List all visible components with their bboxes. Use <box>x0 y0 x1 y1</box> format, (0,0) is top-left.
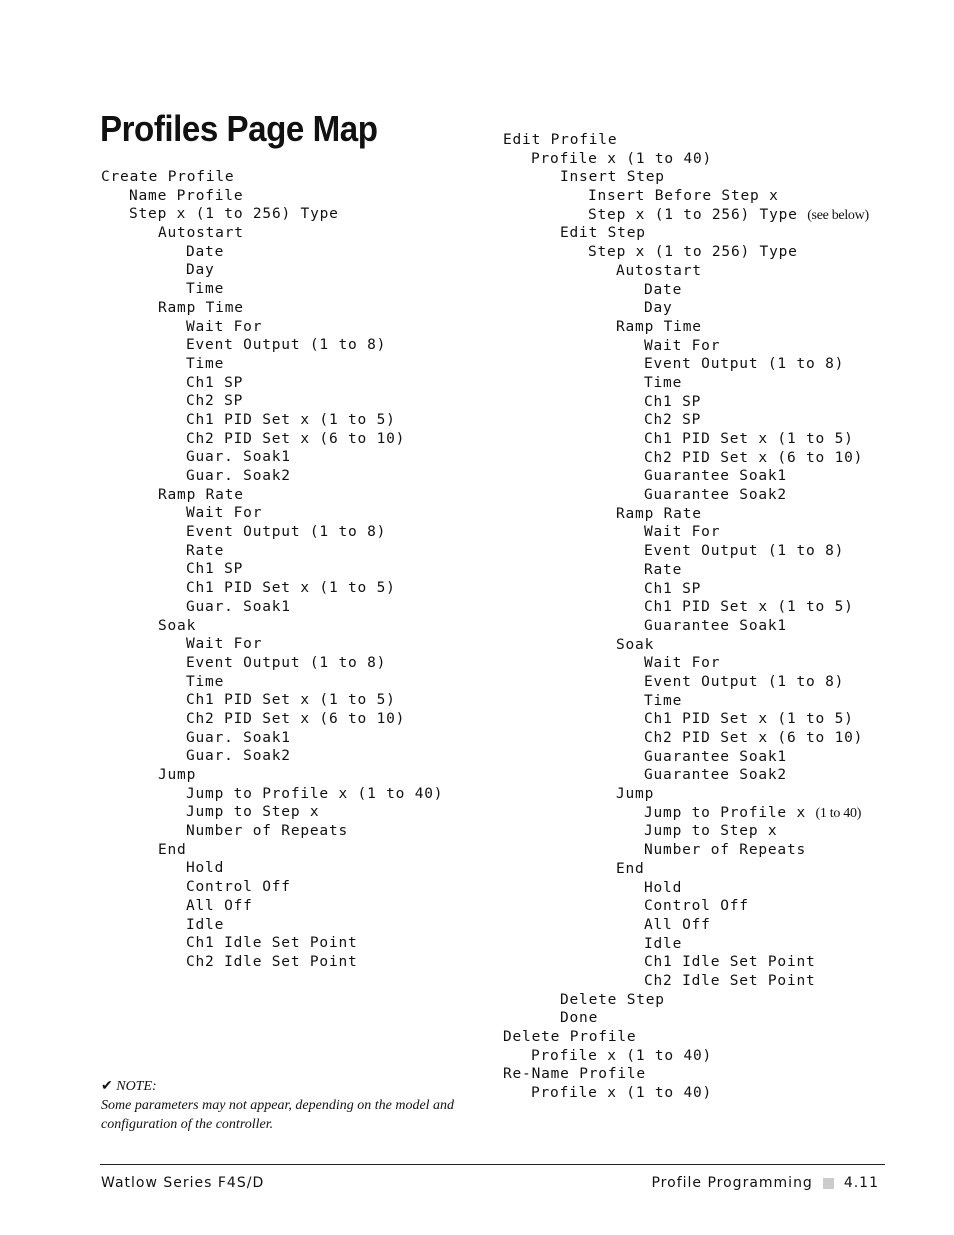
menu-map-entry <box>101 916 443 935</box>
menu-map-entry-label: Wait For <box>644 655 721 672</box>
menu-map-entry-label: Insert Step <box>560 169 665 186</box>
menu-map-entry-label: Step x (1 to 256) Type <box>588 244 798 261</box>
menu-map-entry-label: Ramp Time <box>616 318 702 335</box>
menu-map-entry-label: Soak <box>616 636 655 653</box>
menu-map-entry-label: Ch1 PID Set x (1 to 5) <box>186 692 396 709</box>
menu-map-entry <box>101 374 443 393</box>
menu-map-entry <box>503 168 869 187</box>
menu-map-entry-label: Idle <box>186 916 225 933</box>
menu-map-entry <box>101 579 443 598</box>
menu-map-entry-label: Guarantee Soak2 <box>644 767 787 784</box>
menu-map-entry <box>101 355 443 374</box>
menu-map-entry-label: Jump to Profile x (1 to 40) <box>186 785 444 802</box>
menu-map-entry-label: Jump <box>158 767 197 783</box>
menu-map-entry <box>101 299 443 318</box>
menu-map-entry-label: Ch1 SP <box>644 393 702 410</box>
menu-map-entry-label: Guar. Soak2 <box>186 748 291 765</box>
note-label: NOTE: <box>116 1079 157 1094</box>
menu-map-entry <box>503 804 869 823</box>
menu-map-entry-label: Ch2 PID Set x (6 to 10) <box>644 730 864 746</box>
menu-map-entry <box>101 318 443 337</box>
menu-map-entry-label: Ch2 SP <box>644 412 702 429</box>
note-text: Some parameters may not appear, depending on the model and configuration of the controller. <box>101 1098 455 1132</box>
menu-map-entry <box>503 187 869 206</box>
menu-map-entry-label: Name Profile <box>129 187 244 204</box>
menu-map-entry-label: Profile x (1 to 40) <box>531 1047 713 1064</box>
menu-map-entry-label: Ch2 SP <box>186 393 244 410</box>
menu-map-entry <box>503 729 869 748</box>
menu-map-entry-label: Guar. Soak2 <box>186 468 291 484</box>
footer-section-title: Profile Programming <box>651 1175 813 1191</box>
menu-map-entry-label: Ch2 Idle Set Point <box>186 953 358 970</box>
menu-map-entry-label: Control Off <box>186 879 291 896</box>
menu-map-entry-label: Ramp Rate <box>158 486 244 503</box>
menu-map-entry <box>101 411 443 430</box>
menu-map-entry <box>503 1009 869 1028</box>
menu-map-entry-label: Ch1 SP <box>644 580 702 597</box>
menu-map-entry-label: Jump to Step x <box>644 823 778 840</box>
footer-page-info <box>651 1175 879 1191</box>
page-title: Profiles Page Map <box>100 108 378 149</box>
menu-map-entry <box>101 766 443 785</box>
menu-map-entry-label: Ch1 SP <box>186 561 244 578</box>
menu-map-entry <box>503 505 869 524</box>
note-block <box>101 1077 461 1134</box>
menu-map-entry <box>101 336 443 355</box>
menu-map-entry <box>101 953 443 972</box>
menu-map-entry-label: Event Output (1 to 8) <box>186 337 387 354</box>
menu-map-entry <box>503 860 869 879</box>
menu-map-entry <box>503 467 869 486</box>
menu-map-entry <box>503 991 869 1010</box>
menu-map-entry <box>503 299 869 318</box>
menu-map-entry <box>503 430 869 449</box>
menu-map-entry <box>101 747 443 766</box>
menu-map-entry-label: Ch2 PID Set x (6 to 10) <box>644 449 864 466</box>
menu-map-entry <box>503 561 869 580</box>
menu-map-entry <box>101 542 443 561</box>
footer-page-number: 4.11 <box>843 1175 879 1191</box>
menu-map-entry <box>101 673 443 692</box>
menu-map-entry <box>503 337 869 356</box>
menu-map-entry-label: End <box>616 860 645 877</box>
menu-map-entry <box>101 691 443 710</box>
menu-map-entry <box>503 916 869 935</box>
menu-map-entry-label: Ch1 SP <box>186 374 244 391</box>
menu-map-entry <box>503 935 869 954</box>
menu-map-entry-label: Create Profile <box>101 169 235 185</box>
menu-map-entry <box>503 355 869 374</box>
menu-map-entry <box>503 206 869 225</box>
menu-map-entry <box>503 953 869 972</box>
menu-map-entry-label: Time <box>186 673 225 690</box>
menu-map-entry-label: Delete Step <box>560 991 665 1008</box>
menu-map-entry <box>101 841 443 860</box>
menu-map-entry-label: Event Output (1 to 8) <box>186 524 387 541</box>
menu-map-entry-label: Wait For <box>186 636 263 653</box>
menu-map-entry-label: Step x (1 to 256) Type <box>129 206 339 223</box>
menu-map-entry <box>503 766 869 785</box>
edit-profile-menu-map <box>503 131 869 1103</box>
menu-map-entry-label: Number of Repeats <box>186 823 349 840</box>
menu-map-entry <box>101 224 443 243</box>
menu-map-entry <box>503 841 869 860</box>
menu-map-entry-label: Time <box>186 355 225 372</box>
footer-product-name: Watlow Series F4S/D <box>101 1175 265 1191</box>
menu-map-entry-label: Event Output (1 to 8) <box>644 356 845 373</box>
menu-map-entry-label: Step x (1 to 256) Type <box>588 206 798 223</box>
menu-map-entry-label: Guar. Soak1 <box>186 598 291 615</box>
menu-map-entry <box>503 318 869 337</box>
menu-map-entry-label: Idle <box>644 935 683 952</box>
menu-map-entry-label: Event Output (1 to 8) <box>186 654 387 671</box>
menu-map-entry <box>101 859 443 878</box>
menu-map-entry-label: Ramp Time <box>158 299 244 316</box>
menu-map-entry-label: Event Output (1 to 8) <box>644 673 845 690</box>
menu-map-entry-label: Ch2 Idle Set Point <box>644 972 816 989</box>
menu-map-entry-note: (1 to 40) <box>815 805 862 821</box>
menu-map-entry <box>503 150 869 169</box>
menu-map-entry-label: Day <box>644 300 673 317</box>
menu-map-entry-label: Ch1 PID Set x (1 to 5) <box>644 431 854 447</box>
menu-map-entry <box>503 654 869 673</box>
menu-map-entry <box>503 580 869 599</box>
menu-map-entry <box>503 617 869 636</box>
menu-map-entry <box>503 636 869 655</box>
menu-map-entry <box>101 504 443 523</box>
menu-map-entry <box>503 523 869 542</box>
menu-map-entry <box>503 1047 869 1066</box>
menu-map-entry-label: Hold <box>186 860 225 877</box>
menu-map-entry-label: Autostart <box>616 262 702 279</box>
menu-map-entry-label: End <box>158 841 187 858</box>
square-bullet-icon <box>823 1178 834 1189</box>
menu-map-entry-label: All Off <box>186 897 253 914</box>
menu-map-entry-label: Guarantee Soak1 <box>644 617 787 634</box>
menu-map-entry <box>101 822 443 841</box>
menu-map-entry-label: Ch1 PID Set x (1 to 5) <box>186 411 396 428</box>
menu-map-entry-label: Edit Step <box>560 225 646 242</box>
menu-map-entry-label: Ch2 PID Set x (6 to 10) <box>186 710 406 727</box>
menu-map-entry-note: (see below) <box>807 207 869 223</box>
menu-map-entry <box>101 598 443 617</box>
menu-map-entry <box>503 131 869 150</box>
menu-map-entry <box>101 785 443 804</box>
menu-map-entry <box>101 261 443 280</box>
menu-map-entry <box>503 542 869 561</box>
menu-map-entry <box>101 486 443 505</box>
menu-map-entry-label: Ch1 Idle Set Point <box>644 954 816 971</box>
menu-map-entry <box>503 692 869 711</box>
menu-map-entry-label: Insert Before Step x <box>588 188 779 205</box>
menu-map-entry <box>503 393 869 412</box>
menu-map-entry-label: Ch1 PID Set x (1 to 5) <box>186 580 396 597</box>
menu-map-entry <box>503 262 869 281</box>
menu-map-entry <box>503 1084 869 1103</box>
menu-map-entry <box>503 879 869 898</box>
menu-map-entry-label: Jump <box>616 786 655 803</box>
menu-map-entry-label: All Off <box>644 916 711 933</box>
menu-map-entry-label: Profile x (1 to 40) <box>531 1085 713 1102</box>
menu-map-entry-label: Rate <box>186 542 225 559</box>
menu-map-entry <box>101 878 443 897</box>
menu-map-entry-label: Wait For <box>644 524 721 541</box>
menu-map-entry-label: Hold <box>644 879 683 896</box>
menu-map-entry-label: Profile x (1 to 40) <box>531 150 713 167</box>
menu-map-entry <box>101 205 443 224</box>
menu-map-entry <box>101 729 443 748</box>
menu-map-entry <box>101 280 443 299</box>
menu-map-entry-label: Ch1 Idle Set Point <box>186 935 358 952</box>
menu-map-entry-label: Done <box>560 1010 599 1027</box>
menu-map-entry-label: Soak <box>158 617 197 634</box>
menu-map-entry-label: Ramp Rate <box>616 505 702 522</box>
menu-map-entry <box>503 1028 869 1047</box>
menu-map-entry-label: Jump to Step x <box>186 804 320 821</box>
menu-map-entry <box>503 897 869 916</box>
menu-map-entry-label: Time <box>644 692 683 709</box>
menu-map-entry <box>101 467 443 486</box>
menu-map-entry <box>503 972 869 991</box>
menu-map-entry <box>503 281 869 300</box>
menu-map-entry <box>503 822 869 841</box>
menu-map-entry-label: Wait For <box>186 505 263 522</box>
menu-map-entry-label: Control Off <box>644 898 749 915</box>
menu-map-entry-label: Guarantee Soak2 <box>644 487 787 504</box>
menu-map-entry <box>503 224 869 243</box>
menu-map-entry-label: Edit Profile <box>503 132 618 148</box>
menu-map-entry <box>503 243 869 262</box>
menu-map-entry-label: Number of Repeats <box>644 842 807 859</box>
menu-map-entry-label: Ch1 PID Set x (1 to 5) <box>644 599 854 616</box>
menu-map-entry <box>503 673 869 692</box>
menu-map-entry <box>503 486 869 505</box>
menu-map-entry-label: Wait For <box>186 318 263 335</box>
menu-map-entry <box>101 392 443 411</box>
menu-map-entry <box>101 430 443 449</box>
menu-map-entry <box>101 187 443 206</box>
menu-map-entry <box>101 635 443 654</box>
menu-map-entry-label: Jump to Profile x <box>644 804 807 821</box>
menu-map-entry <box>503 598 869 617</box>
create-profile-menu-map <box>101 168 443 972</box>
menu-map-entry <box>503 710 869 729</box>
menu-map-entry-label: Wait For <box>644 337 721 354</box>
menu-map-entry-label: Time <box>186 281 225 298</box>
menu-map-entry <box>503 374 869 393</box>
menu-map-entry-label: Autostart <box>158 225 244 242</box>
menu-map-entry-label: Event Output (1 to 8) <box>644 543 845 560</box>
menu-map-entry <box>101 803 443 822</box>
menu-map-entry <box>101 934 443 953</box>
menu-map-entry <box>503 411 869 430</box>
menu-map-entry <box>503 449 869 468</box>
menu-map-entry-label: Time <box>644 374 683 391</box>
menu-map-entry <box>101 168 443 187</box>
menu-map-entry-label: Guarantee Soak1 <box>644 748 787 765</box>
footer-divider <box>100 1164 885 1165</box>
menu-map-entry-label: Re-Name Profile <box>503 1066 646 1083</box>
menu-map-entry-label: Ch2 PID Set x (6 to 10) <box>186 430 406 447</box>
menu-map-entry <box>503 748 869 767</box>
menu-map-entry-label: Ch1 PID Set x (1 to 5) <box>644 711 854 728</box>
menu-map-entry-label: Date <box>644 281 683 298</box>
menu-map-entry-label: Date <box>186 243 225 260</box>
menu-map-entry <box>101 617 443 636</box>
menu-map-entry <box>101 243 443 262</box>
menu-map-entry-label: Guarantee Soak1 <box>644 468 787 485</box>
menu-map-entry <box>503 785 869 804</box>
menu-map-entry-label: Guar. Soak1 <box>186 449 291 466</box>
menu-map-entry-label: Day <box>186 262 215 279</box>
menu-map-entry-label: Guar. Soak1 <box>186 729 291 746</box>
menu-map-entry <box>101 654 443 673</box>
menu-map-entry-label: Delete Profile <box>503 1029 637 1045</box>
menu-map-entry <box>101 897 443 916</box>
menu-map-entry <box>101 448 443 467</box>
menu-map-entry <box>101 523 443 542</box>
menu-map-entry <box>101 710 443 729</box>
menu-map-entry <box>503 1065 869 1084</box>
note-heading <box>101 1077 461 1096</box>
check-mark-icon: ✔ <box>101 1079 113 1094</box>
menu-map-entry-label: Rate <box>644 561 683 578</box>
menu-map-entry <box>101 560 443 579</box>
